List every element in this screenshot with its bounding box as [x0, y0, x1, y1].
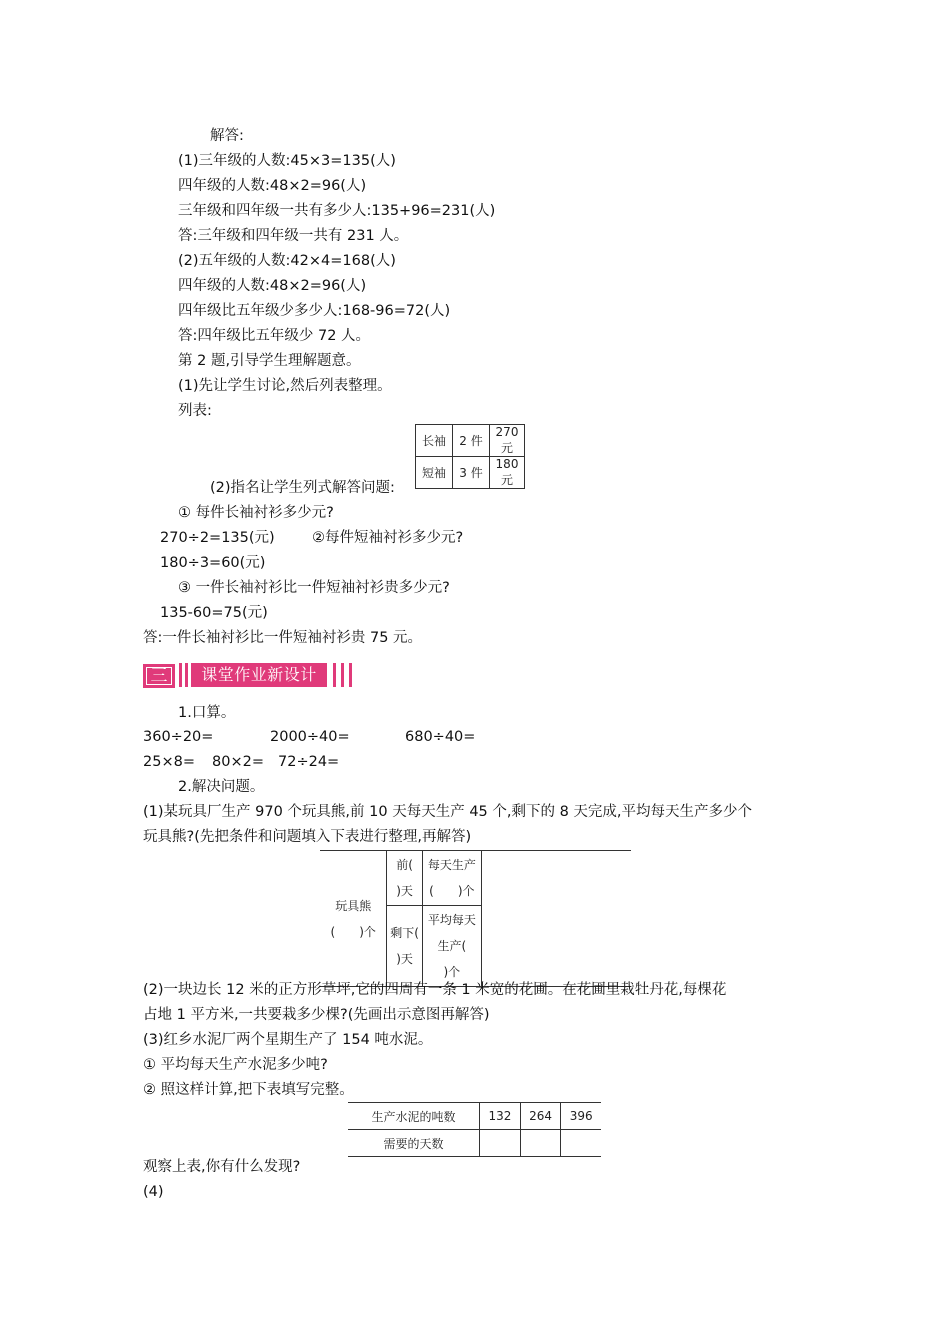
text-line: ② 照这样计算,把下表填写完整。 — [143, 1082, 354, 1098]
section-title: 课堂作业新设计 — [191, 663, 327, 687]
cell-text: )天 — [396, 952, 413, 966]
toy-bear-table — [320, 850, 631, 987]
text-line: 玩具熊?(先把条件和问题填入下表进行整理,再解答) — [143, 829, 472, 845]
text-line: (2)一块边长 12 米的正方形草坪,它的四周有一条 1 米宽的花圃。在花圃里栽牡丹花,每棵花 — [143, 982, 727, 998]
text-line: 360÷20= — [143, 729, 214, 745]
exercise-heading: 1.口算。 — [178, 705, 236, 721]
text-line: 第 2 题,引导学生理解题意。 — [178, 353, 361, 369]
cell-text: ( )个 — [429, 884, 475, 898]
table-cell — [520, 1130, 561, 1157]
table-cell: 264 — [520, 1103, 561, 1130]
cell-text: )个 — [443, 965, 461, 979]
table-row — [348, 1103, 601, 1130]
text-line: 占地 1 平方米,一共要栽多少棵?(先画出示意图再解答) — [143, 1007, 490, 1023]
exercise-heading: 2.解决问题。 — [178, 779, 265, 795]
answer-heading: 解答: — [210, 128, 244, 144]
table-row — [416, 457, 525, 489]
table-cell: 270 元 — [490, 425, 525, 457]
table-cell — [320, 851, 387, 987]
banner-bar — [333, 663, 336, 687]
section-banner — [143, 663, 361, 687]
text-line: (1)三年级的人数:45×3=135(人) — [178, 153, 396, 169]
table-row — [416, 425, 525, 457]
banner-bar — [185, 663, 188, 687]
text-line: 四年级比五年级少多少人:168-96=72(人) — [178, 303, 451, 319]
cell-text: 剩下( — [390, 926, 419, 940]
table-cell — [480, 1130, 521, 1157]
text-line: ① 每件长袖衬衫多少元? — [178, 505, 334, 521]
banner-bar — [349, 663, 352, 687]
table-row — [348, 1130, 601, 1157]
text-line: (2)五年级的人数:42×4=168(人) — [178, 253, 396, 269]
table-cell: 短袖 — [416, 457, 453, 489]
text-line: ① 平均每天生产水泥多少吨? — [143, 1057, 328, 1073]
text-line: 答:四年级比五年级少 72 人。 — [178, 328, 371, 344]
cell-text: ( )个 — [330, 924, 376, 939]
section-number: 三 — [143, 664, 175, 688]
text-line: ③ 一件长袖衬衫比一件短袖衬衫贵多少元? — [178, 580, 450, 596]
text-line: 72÷24= — [278, 754, 340, 770]
table-cell: 3 件 — [453, 457, 490, 489]
table-cell: 生产水泥的吨数 — [348, 1103, 480, 1130]
cell-text: 生产( — [437, 939, 467, 953]
text-line: 80×2= — [212, 754, 264, 770]
text-line: (1)某玩具厂生产 970 个玩具熊,前 10 天每天生产 45 个,剩下的 8 天完成,平均每天生产多少个 — [143, 804, 753, 820]
text-line: 135-60=75(元) — [160, 605, 268, 621]
table-cell — [387, 906, 422, 987]
shirt-table — [415, 424, 525, 489]
text-line: (2)指名让学生列式解答问题: — [210, 480, 395, 496]
cell-text: 玩具熊 — [335, 898, 372, 913]
cell-text: )天 — [396, 884, 413, 898]
text-line: 180÷3=60(元) — [160, 555, 266, 571]
text-line: 列表: — [178, 403, 212, 419]
text-line: (4) — [143, 1184, 164, 1200]
text-line: 答:一件长袖衬衫比一件短袖衬衫贵 75 元。 — [143, 630, 423, 646]
text-line: 四年级的人数:48×2=96(人) — [178, 278, 367, 294]
table-cell — [422, 906, 481, 987]
table-cell — [387, 851, 422, 906]
banner-bar — [179, 663, 182, 687]
cell-text: 前( — [396, 858, 413, 872]
text-line: 四年级的人数:48×2=96(人) — [178, 178, 367, 194]
text-line: 观察上表,你有什么发现? — [143, 1159, 301, 1175]
table-cell: 180 元 — [490, 457, 525, 489]
text-line: 答:三年级和四年级一共有 231 人。 — [178, 228, 409, 244]
table-cell — [422, 851, 481, 906]
table-cell: 132 — [480, 1103, 521, 1130]
cement-table — [348, 1102, 601, 1157]
banner-bar — [341, 663, 344, 687]
table-cell: 396 — [561, 1103, 601, 1130]
text-line: ②每件短袖衬衫多少元? — [312, 530, 464, 546]
text-line: 25×8= — [143, 754, 195, 770]
table-row — [320, 851, 631, 906]
table-cell: 2 件 — [453, 425, 490, 457]
cell-text: 平均每天 — [427, 913, 476, 927]
text-line: (1)先让学生讨论,然后列表整理。 — [178, 378, 392, 394]
table-cell: 需要的天数 — [383, 1136, 444, 1151]
text-line: 270÷2=135(元) — [160, 530, 275, 546]
table-cell — [482, 851, 631, 987]
text-line: 2000÷40= — [270, 729, 350, 745]
text-line: (3)红乡水泥厂两个星期生产了 154 吨水泥。 — [143, 1032, 433, 1048]
table-cell — [561, 1130, 601, 1157]
text-line: 三年级和四年级一共有多少人:135+96=231(人) — [178, 203, 496, 219]
cell-text: 每天生产 — [427, 858, 476, 872]
text-line: 680÷40= — [405, 729, 476, 745]
table-cell: 长袖 — [416, 425, 453, 457]
